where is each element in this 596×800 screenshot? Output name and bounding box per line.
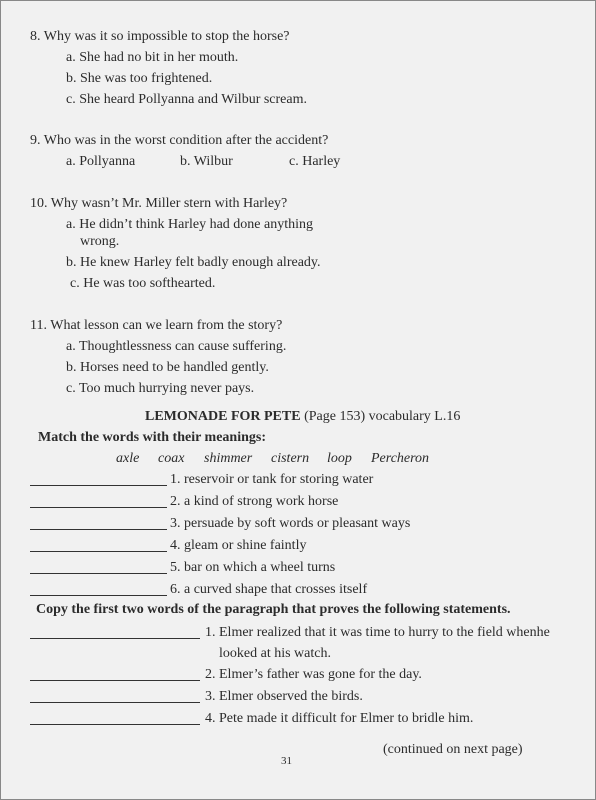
copy-item-4: 4. Pete made it difficult for Elmer to bridle him. [205, 711, 474, 726]
vocab-title [145, 409, 460, 425]
answer-blank[interactable] [30, 507, 167, 508]
q10-option-b: b. He knew Harley felt badly enough already. [66, 255, 321, 270]
q11-option-c: c. Too much hurrying never pays. [66, 381, 255, 396]
q8-option-c: c. She heard Pollyanna and Wilbur scream. [66, 92, 307, 107]
vocab-item-1: 1. reservoir or tank for storing water [170, 472, 374, 487]
vocab-item-3: 3. persuade by soft words or pleasant ways [170, 516, 411, 531]
q9-option-b: b. Wilbur [180, 154, 233, 169]
vocab-item-5: 5. bar on which a wheel turns [170, 560, 336, 575]
q10-option-a-cont: wrong. [80, 234, 120, 249]
question-9: 9. Who was in the worst condition after the accident? [30, 133, 329, 148]
vocab-title-rest: (Page 153) vocabulary L.16 [300, 409, 461, 424]
q8-option-a: a. She had no bit in her mouth. [66, 50, 239, 65]
q10-option-a: a. He didn’t think Harley had done anything [66, 217, 314, 232]
q11-option-b: b. Horses need to be handled gently. [66, 360, 269, 375]
copy-item-2: 2. Elmer’s father was gone for the day. [205, 667, 422, 682]
word-bank-coax: coax [158, 451, 185, 466]
vocab-instruction: Match the words with their meanings: [38, 430, 267, 445]
vocab-title-story: LEMONADE FOR PETE [145, 409, 301, 424]
vocab-item-4: 4. gleam or shine faintly [170, 538, 307, 553]
q11-option-a: a. Thoughtlessness can cause suffering. [66, 339, 287, 354]
answer-blank[interactable] [30, 529, 167, 530]
q9-option-a: a. Pollyanna [66, 154, 136, 169]
answer-blank[interactable] [30, 702, 200, 703]
copy-instruction: Copy the first two words of the paragraph that proves the following statements. [36, 602, 511, 617]
word-bank-cistern: cistern [271, 451, 310, 466]
question-8: 8. Why was it so impossible to stop the horse? [30, 29, 290, 44]
word-bank-percheron: Percheron [371, 451, 430, 466]
answer-blank[interactable] [30, 551, 167, 552]
word-bank-shimmer: shimmer [204, 451, 253, 466]
word-bank-loop: loop [327, 451, 352, 466]
answer-blank[interactable] [30, 595, 167, 596]
copy-item-3: 3. Elmer observed the birds. [205, 689, 363, 704]
answer-blank[interactable] [30, 724, 200, 725]
vocab-item-2: 2. a kind of strong work horse [170, 494, 339, 509]
answer-blank[interactable] [30, 680, 200, 681]
copy-item-1: 1. Elmer realized that it was time to hurry to the field whenhe [205, 625, 550, 640]
question-11: 11. What lesson can we learn from the story? [30, 318, 283, 333]
q10-option-c: c. He was too softhearted. [70, 276, 216, 291]
word-bank-axle: axle [116, 451, 140, 466]
copy-item-1-cont: looked at his watch. [219, 646, 331, 661]
answer-blank[interactable] [30, 485, 167, 486]
answer-blank[interactable] [30, 573, 167, 574]
continued-note: (continued on next page) [383, 742, 523, 757]
page-number: 31 [281, 755, 292, 767]
vocab-item-6: 6. a curved shape that crosses itself [170, 582, 368, 597]
q8-option-b: b. She was too frightened. [66, 71, 213, 86]
q9-option-c: c. Harley [289, 154, 341, 169]
question-10: 10. Why wasn’t Mr. Miller stern with Harley? [30, 196, 288, 211]
answer-blank[interactable] [30, 638, 200, 639]
